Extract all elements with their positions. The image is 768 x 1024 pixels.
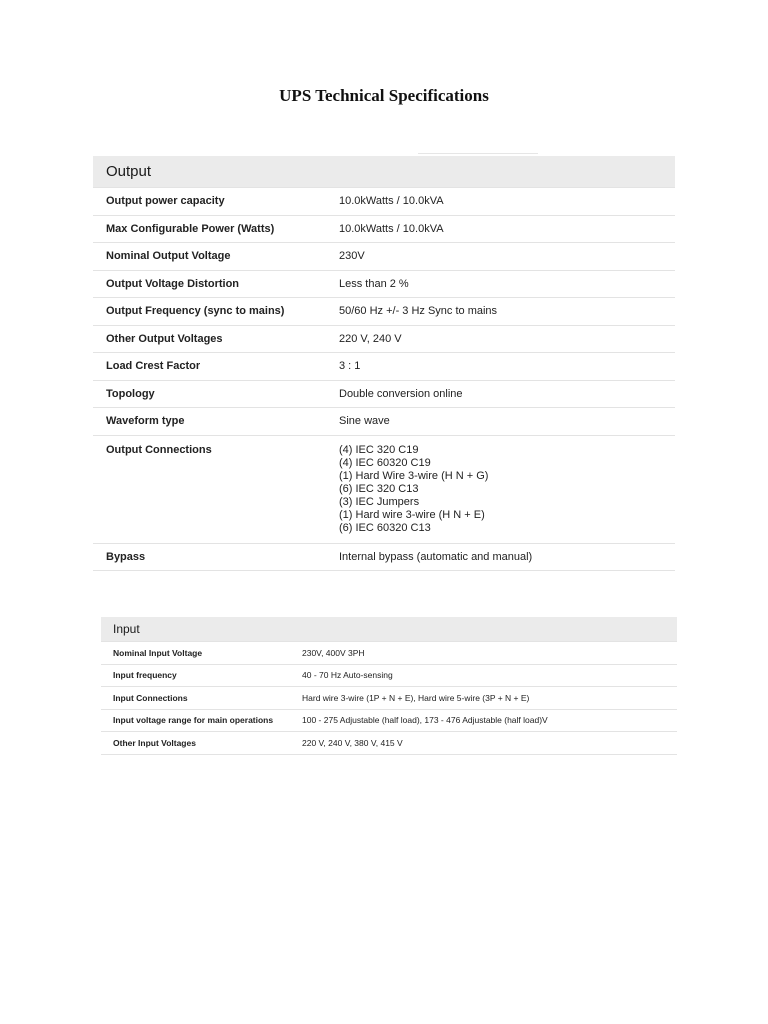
spec-label: Topology — [93, 380, 326, 408]
spec-value: 10.0kWatts / 10.0kVA — [326, 215, 675, 243]
spec-label: Max Configurable Power (Watts) — [93, 215, 326, 243]
connection-item: (4) IEC 60320 C19 — [339, 456, 431, 469]
spec-value: Double conversion online — [326, 380, 675, 408]
spec-value: 3 : 1 — [326, 353, 675, 381]
input-spec-table — [101, 617, 677, 755]
table-row — [101, 687, 677, 710]
output-spec-table — [93, 156, 675, 571]
spec-value: 230V — [326, 243, 675, 271]
spec-value: Sine wave — [326, 408, 675, 436]
spec-label: Output power capacity — [93, 188, 326, 216]
table-row — [101, 642, 677, 665]
connection-item: (1) Hard wire 3-wire (H N + E) — [339, 508, 485, 521]
table-row — [101, 664, 677, 687]
table-row — [93, 353, 675, 381]
spec-value: Less than 2 % — [326, 270, 675, 298]
connection-item: (3) IEC Jumpers — [339, 495, 420, 508]
table-row — [93, 408, 675, 436]
spec-label: Waveform type — [93, 408, 326, 436]
connection-item: (4) IEC 320 C19 — [339, 443, 419, 456]
page-title: UPS Technical Specifications — [279, 86, 489, 105]
connection-item: (1) Hard Wire 3-wire (H N + G) — [339, 469, 489, 482]
input-heading: Input — [101, 617, 677, 642]
connection-item: (6) IEC 320 C13 — [339, 482, 419, 495]
spec-label: Output Frequency (sync to mains) — [93, 298, 326, 326]
table-row — [93, 215, 675, 243]
spec-value: 100 - 275 Adjustable (half load), 173 - 476 Adjustable (half load)V — [290, 709, 677, 732]
connection-item: (6) IEC 60320 C13 — [339, 521, 431, 534]
spec-label: Input voltage range for main operations — [101, 709, 290, 732]
spec-value: 220 V, 240 V, 380 V, 415 V — [290, 732, 677, 755]
spec-value: Hard wire 3-wire (1P + N + E), Hard wire 5-wire (3P + N + E) — [290, 687, 677, 710]
spec-value-list — [326, 435, 675, 543]
divider — [418, 153, 538, 154]
spec-value: 10.0kWatts / 10.0kVA — [326, 188, 675, 216]
table-row — [93, 543, 675, 571]
spec-value: 40 - 70 Hz Auto-sensing — [290, 664, 677, 687]
spec-label: Load Crest Factor — [93, 353, 326, 381]
spec-label: Input Connections — [101, 687, 290, 710]
output-heading: Output — [93, 156, 675, 188]
spec-label: Input frequency — [101, 664, 290, 687]
table-row — [93, 270, 675, 298]
spec-label: Other Output Voltages — [93, 325, 326, 353]
table-row — [93, 298, 675, 326]
spec-value: 220 V, 240 V — [326, 325, 675, 353]
output-table-header — [93, 156, 675, 188]
spec-label: Nominal Input Voltage — [101, 642, 290, 665]
table-row — [101, 732, 677, 755]
table-row — [101, 709, 677, 732]
spec-label: Output Connections — [93, 435, 326, 543]
spec-label: Nominal Output Voltage — [93, 243, 326, 271]
spec-label: Output Voltage Distortion — [93, 270, 326, 298]
spec-label: Bypass — [93, 543, 326, 571]
spec-value: 230V, 400V 3PH — [290, 642, 677, 665]
spec-label: Other Input Voltages — [101, 732, 290, 755]
spec-value: 50/60 Hz +/- 3 Hz Sync to mains — [326, 298, 675, 326]
table-row — [93, 243, 675, 271]
table-row — [93, 188, 675, 216]
input-table-header — [101, 617, 677, 642]
table-row-output-connections — [93, 435, 675, 543]
table-row — [93, 325, 675, 353]
table-row — [93, 380, 675, 408]
spec-value: Internal bypass (automatic and manual) — [326, 543, 675, 571]
